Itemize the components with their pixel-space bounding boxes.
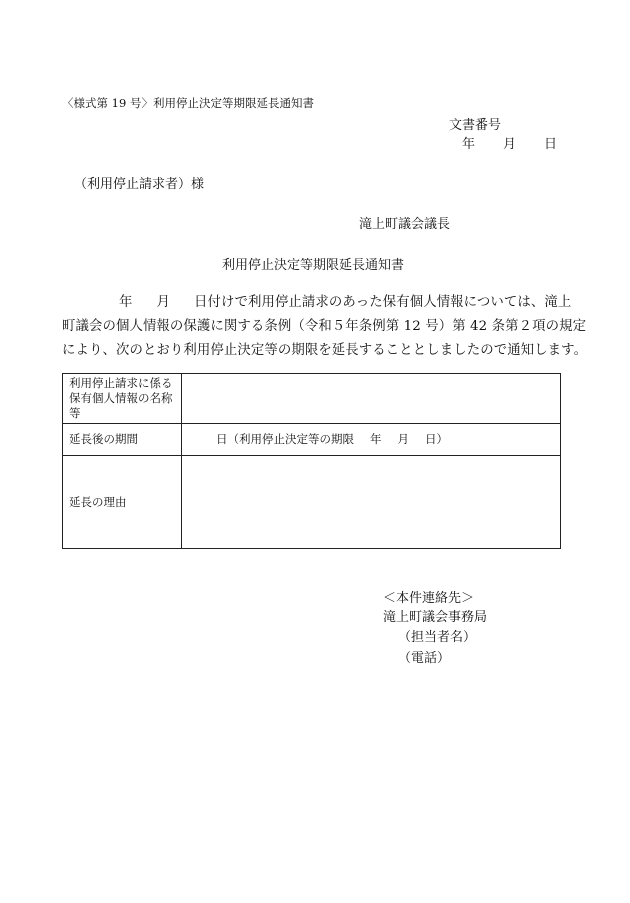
date-day: 日 [544, 137, 558, 152]
contact-phone: （電話） [398, 651, 451, 666]
date-year: 年 [462, 137, 476, 152]
addressee: （利用停止請求者）様 [74, 177, 205, 192]
contact-office: 滝上町議会事務局 [383, 610, 488, 625]
body-line-3: により、次のとおり利用停止決定等の期限を延長することとしましたので通知します。 [62, 343, 588, 358]
date-line [462, 136, 557, 154]
table-row-info-name [63, 374, 561, 424]
row-label-reason: 延長の理由 [63, 456, 182, 549]
body-line-2: 町議会の個人情報の保護に関する条例（令和５年条例第 12 号）第 42 条第２項の規定 [62, 319, 587, 334]
form-label: 〈様式第 19 号〉利用停止決定等期限延長通知書 [62, 96, 314, 110]
contact-person: （担当者名） [398, 630, 477, 645]
body-line-1-text: 日付けで利用停止請求のあった保有個人情報については、滝上 [194, 295, 572, 310]
body-month: 月 [156, 295, 170, 310]
body-paragraph [62, 291, 587, 363]
document-title: 利用停止決定等期限延長通知書 [222, 258, 405, 273]
row-value-info-name [182, 374, 561, 424]
sender: 滝上町議会議長 [359, 217, 451, 232]
contact-heading: ＜本件連絡先＞ [383, 591, 475, 606]
doc-number-label: 文書番号 [449, 118, 502, 133]
row-label-period: 延長後の期間 [63, 424, 182, 456]
table-row-reason [63, 456, 561, 549]
date-month: 月 [503, 137, 517, 152]
row-value-reason [182, 456, 561, 549]
row-value-period: 日（利用停止決定等の期限 年 月 日） [182, 424, 561, 456]
row-label-info-name: 利用停止請求に係る 保有個人情報の名称 等 [63, 374, 182, 424]
body-line-1 [62, 291, 587, 315]
extension-table [62, 373, 561, 549]
body-year: 年 [119, 295, 133, 310]
table-row-period [63, 424, 561, 456]
